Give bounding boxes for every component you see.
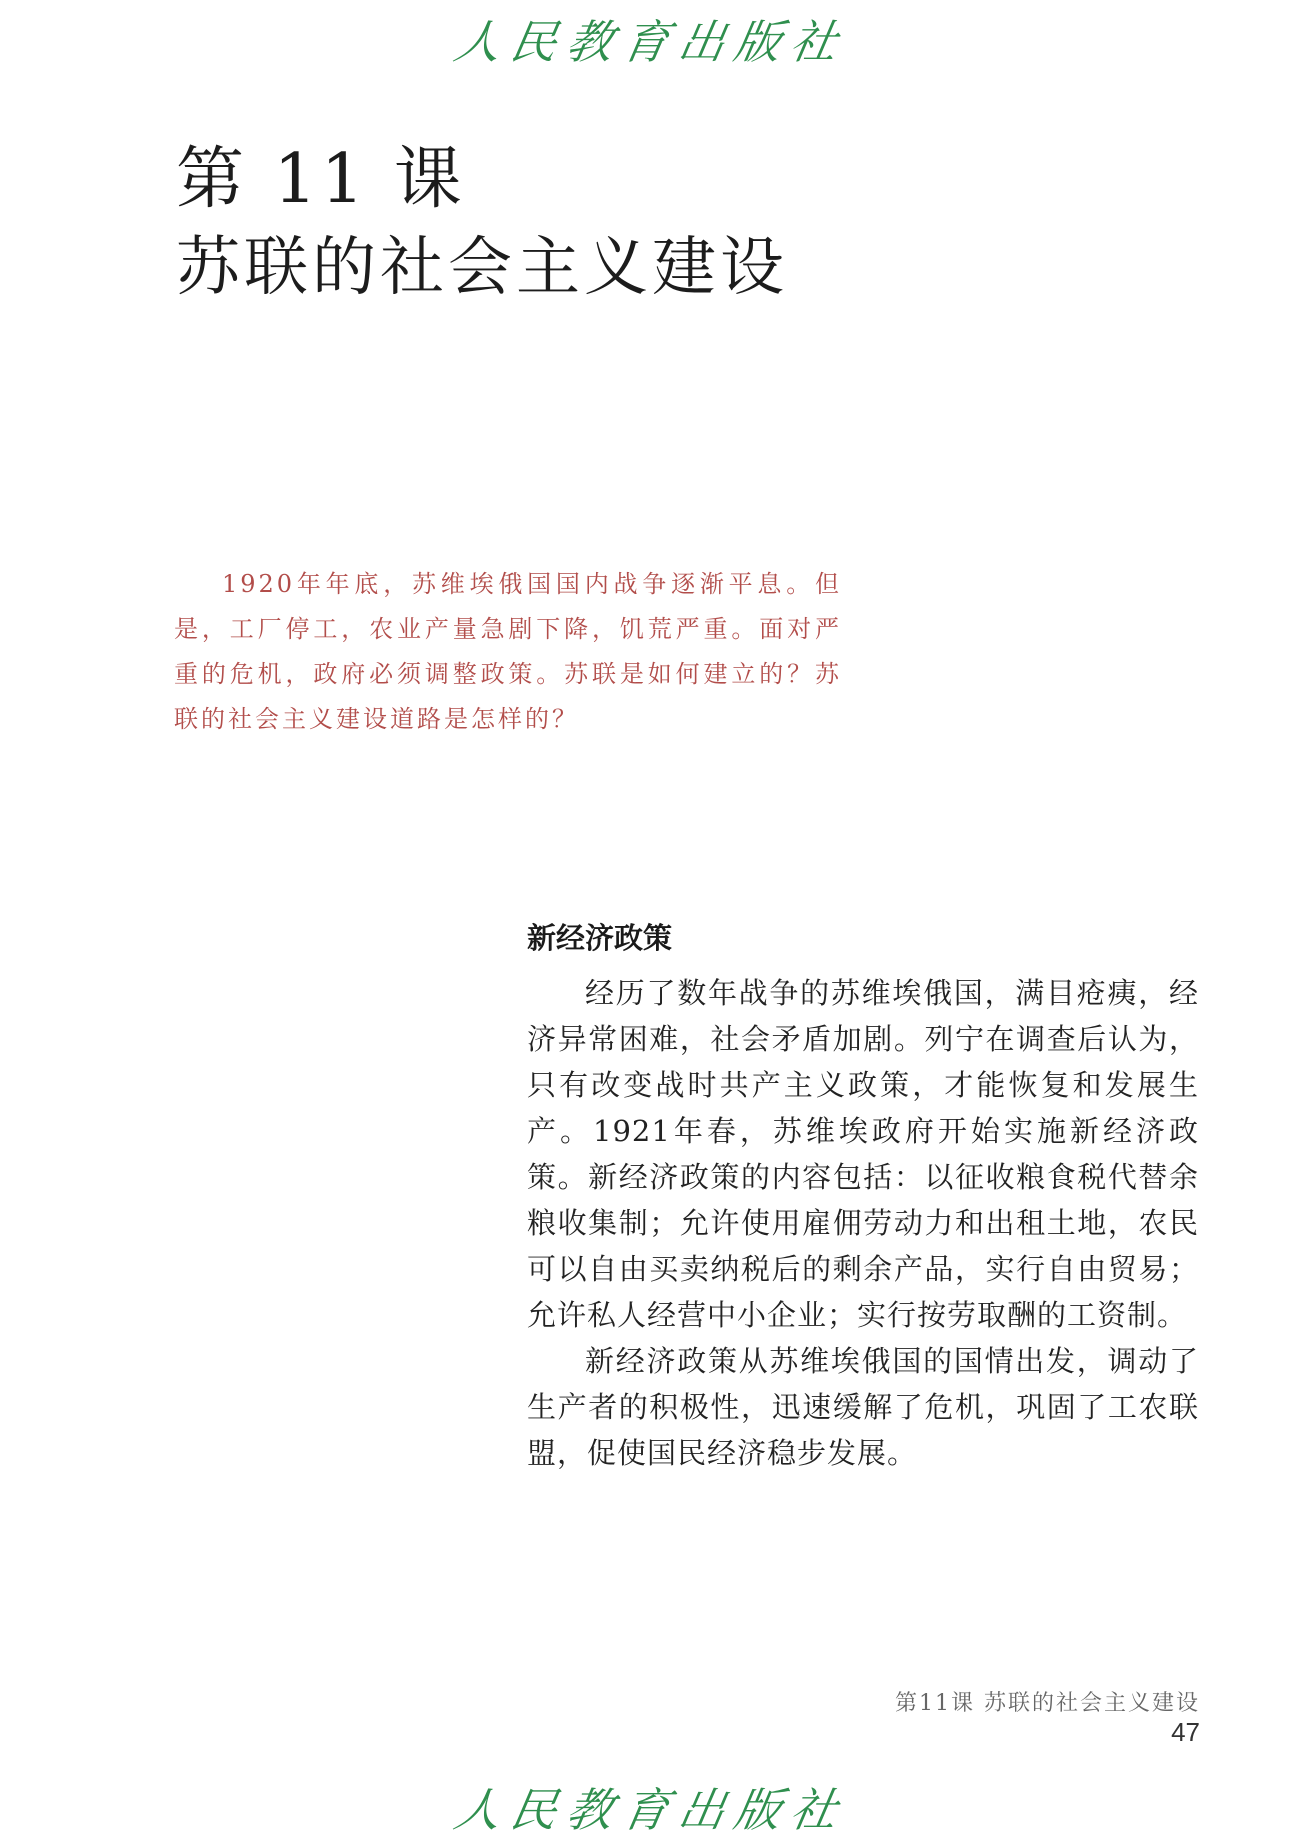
section-new-economic-policy [527, 918, 1199, 1476]
page-number: 47 [1171, 1717, 1200, 1747]
body-paragraph-1: 经历了数年战争的苏维埃俄国，满目疮痍，经济异常困难，社会矛盾加剧。列宁在调查后认为，只有改变战时共产主义政策，才能恢复和发展生产。1921年春，苏维埃政府开始实施新经济政策。新经济政策的内容包括：以征收粮食税代替余粮收集制；允许使用雇佣劳动力和出租土地，农民可以自由买卖纳税后的剩余产品，实行自由贸易；允许私人经营中小企业；实行按劳取酬的工资制。 [527, 976, 1199, 1332]
page-footer [860, 1686, 1200, 1748]
lesson-number: 第 11 课 [176, 140, 466, 219]
intro-paragraph: 1920年年底，苏维埃俄国国内战争逐渐平息。但是，工厂停工，农业产量急剧下降，饥荒严重。面对严重的危机，政府必须调整政策。苏联是如何建立的？苏联的社会主义建设道路是怎样的？ [174, 570, 842, 733]
publisher-watermark-bottom: 人民教育出版社 [450, 1783, 852, 1837]
lesson-title: 苏联的社会主义建设 [176, 231, 788, 305]
body-paragraph-2: 新经济政策从苏维埃俄国的国情出发，调动了生产者的积极性，迅速缓解了危机，巩固了工农联盟，促使国民经济稳步发展。 [527, 1344, 1199, 1470]
section-heading: 新经济政策 [527, 921, 673, 955]
publisher-watermark-top: 人民教育出版社 [450, 15, 852, 69]
running-title: 第11课 苏联的社会主义建设 [895, 1691, 1200, 1716]
